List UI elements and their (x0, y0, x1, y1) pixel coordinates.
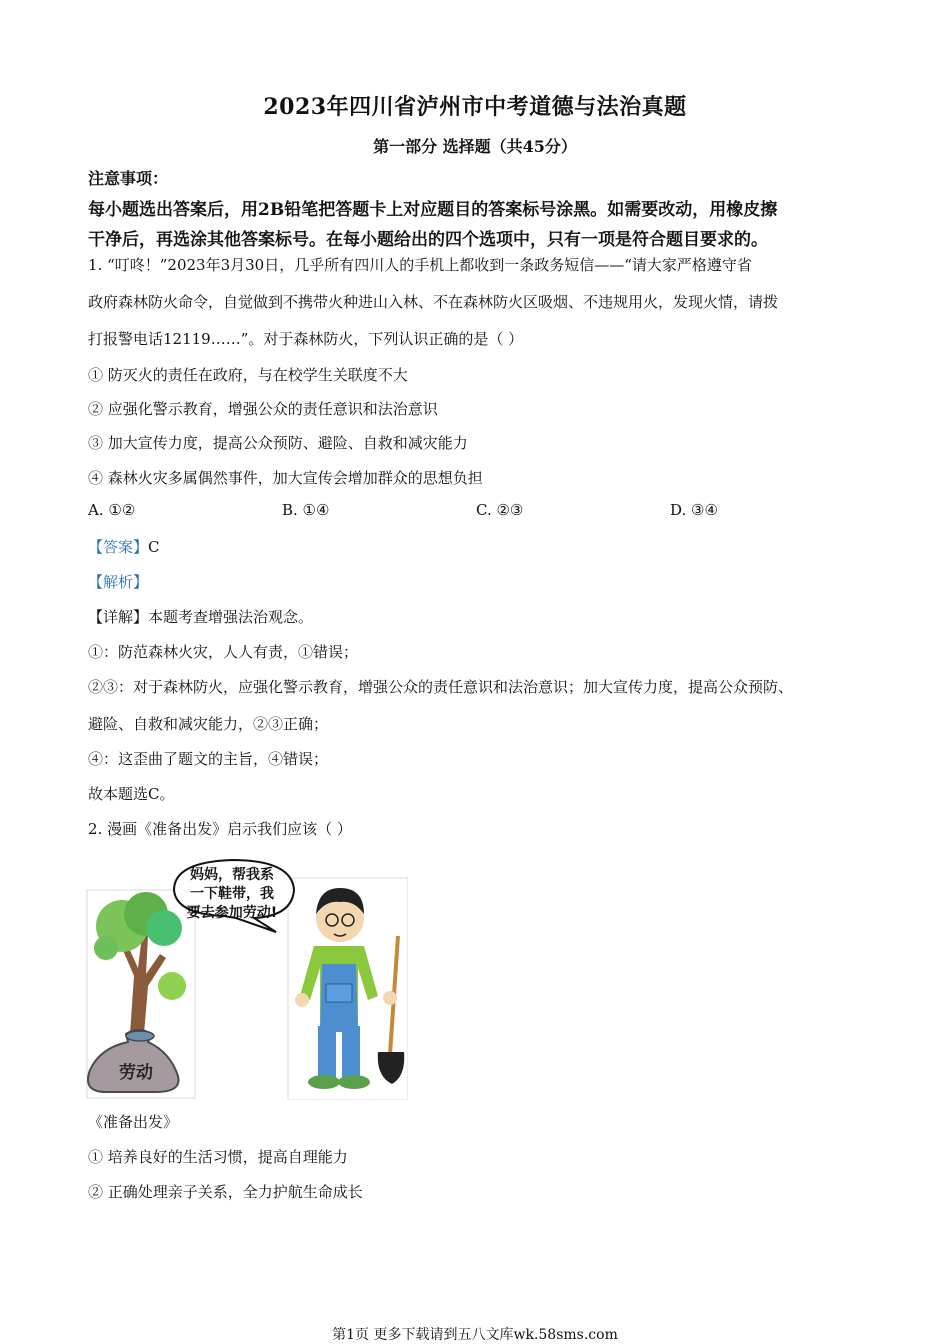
q1-detail: 【详解】本题考查增强法治观念。 (88, 608, 314, 626)
q1-explanation-3: ④：这歪曲了题文的主旨，④错误； (88, 750, 329, 768)
q2-item-1: ① 培养良好的生活习惯，提高自理能力 (88, 1148, 348, 1166)
q2-stem: 2. 漫画《准备出发》启示我们应该（ ） (88, 820, 352, 838)
q1-option-d: D. ③④ (670, 501, 718, 519)
q1-item-3: ③ 加大宣传力度，提高公众预防、避险、自救和减灾能力 (88, 434, 468, 452)
q1-item-4: ④ 森林火灾多属偶然事件，加大宣传会增加群众的思想负担 (88, 469, 483, 487)
q1-item-1: ① 防灭火的责任在政府，与在校学生关联度不大 (88, 366, 408, 384)
q2-caption: 《准备出发》 (88, 1113, 179, 1131)
q1-explanation-1: ①：防范森林火灾，人人有责，①错误； (88, 643, 359, 661)
q1-option-a: A. ①② (88, 501, 136, 519)
speech-line-2: 一下鞋带，我 (190, 886, 274, 902)
q1-conclusion: 故本题选C。 (88, 785, 175, 803)
page-title: 2023年四川省泸州市中考道德与法治真题 (263, 94, 687, 120)
q1-item-2: ② 应强化警示教育，增强公众的责任意识和法治意识 (88, 400, 438, 418)
q1-explanation-2b: 避险、自救和减灾能力，②③正确； (88, 715, 329, 733)
section-subtitle: 第一部分 选择题（共45分） (373, 137, 577, 156)
notice-heading: 注意事项： (88, 169, 169, 188)
analysis-tag: 【解析】 (88, 573, 149, 591)
q1-explanation-2a: ②③：对于森林防火，应强化警示教育，增强公众的责任意识和法治意识；加大宣传力度，提高公众预防、 (88, 678, 794, 696)
cartoon-illustration (86, 856, 408, 1100)
sack-label: 劳动 (119, 1063, 153, 1083)
q1-stem-line-2: 政府森林防火命令，自觉做到不携带火种进山入林、不在森林防火区吸烟、不违规用火，发现火情，请拨 (88, 293, 779, 311)
answer-tag: 【答案】 (88, 538, 149, 556)
q1-option-b: B. ①④ (282, 501, 330, 519)
notice-line-2: 干净后，再选涂其他答案标号。在每小题给出的四个选项中，只有一项是符合题目要求的。 (88, 230, 768, 250)
q1-answer (88, 536, 160, 557)
q1-option-c: C. ②③ (476, 501, 524, 519)
q1-stem-line-3: 打报警电话12119……”。对于森林防火，下列认识正确的是（ ） (88, 330, 524, 348)
speech-line-1: 妈妈，帮我系 (190, 867, 274, 883)
q2-item-2: ② 正确处理亲子关系，全力护航生命成长 (88, 1183, 363, 1201)
speech-line-3: 要去参加劳动! (186, 905, 278, 921)
q1-stem-line-1: 1. “叮咚！”2023年3月30日，几乎所有四川人的手机上都收到一条政务短信——“请大家严格遵守省 (88, 256, 752, 274)
notice-line-1: 每小题选出答案后，用2B铅笔把答题卡上对应题目的答案标号涂黑。如需要改动，用橡皮擦 (88, 200, 778, 220)
page-footer: 第1页 更多下载请到五八文库wk.58sms.com (332, 1327, 618, 1343)
answer-value: C (148, 538, 160, 556)
